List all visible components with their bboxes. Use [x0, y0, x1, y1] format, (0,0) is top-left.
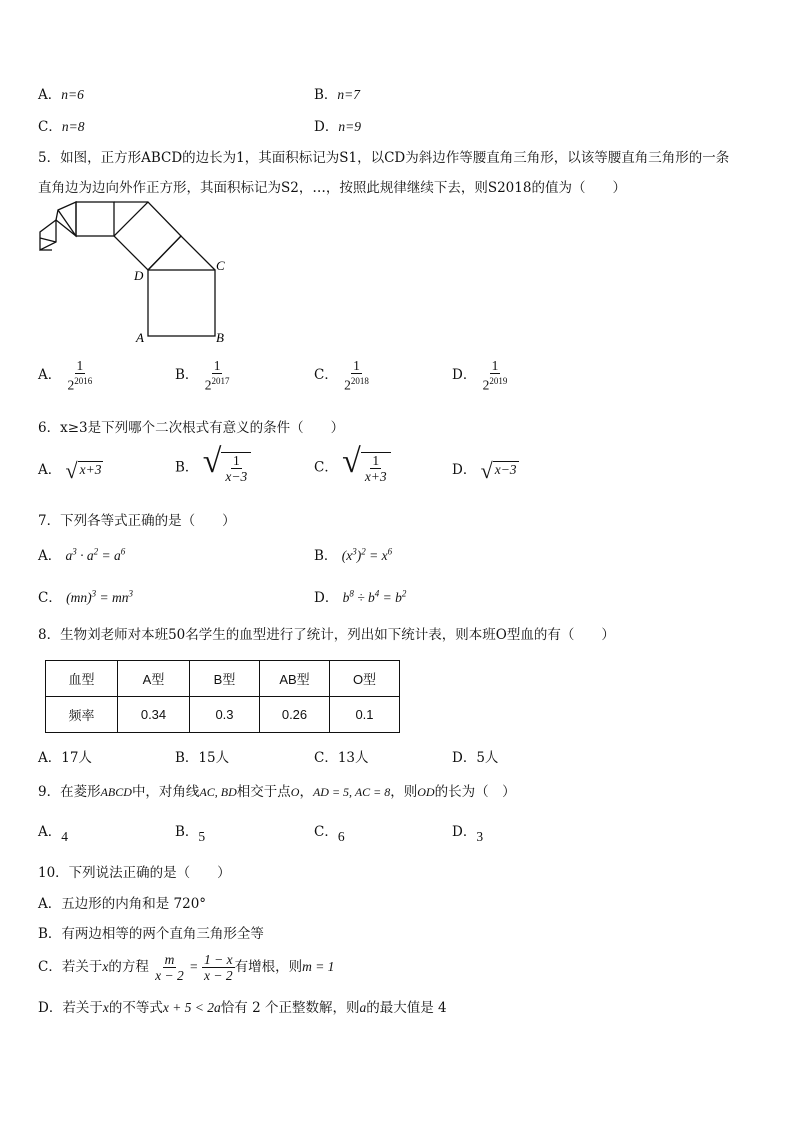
- math: m = 1: [302, 959, 335, 974]
- option-text: 3: [476, 829, 484, 844]
- q5-option-b: [175, 358, 231, 393]
- q8-option-a: [38, 746, 92, 766]
- q8-stem: 8．生物刘老师对本班50名学生的血型进行了统计，列出如下统计表，则本班O型血的有（ ）: [38, 627, 615, 643]
- label-d: D: [134, 268, 144, 283]
- square-s5: [40, 220, 56, 250]
- text: C．若关于: [38, 959, 103, 975]
- q6-option-a: [38, 458, 103, 481]
- option-label: B．: [175, 750, 199, 766]
- option-text: n=8: [61, 119, 85, 134]
- q5-square-figure: [36, 198, 236, 348]
- option-label: C．: [314, 824, 338, 840]
- q6-option-d: [452, 458, 519, 481]
- fraction: [203, 358, 232, 393]
- option-label: B．: [314, 548, 338, 564]
- text: 恰有 2 个正整数解，则: [220, 1000, 360, 1016]
- option-label: A．: [38, 366, 62, 383]
- option-label: A．: [38, 750, 62, 766]
- q5-option-a: [38, 358, 94, 393]
- table-cell: 血型: [46, 661, 118, 697]
- numerator: 1: [372, 453, 380, 468]
- fraction: $\frac{1 - x}{x - 2}$: [203, 952, 233, 983]
- fraction: $\frac{m}{x - 2}$: [155, 952, 184, 983]
- q4-option-c: [38, 115, 84, 135]
- q9-option-a: [38, 820, 68, 844]
- fraction: [223, 453, 249, 484]
- q7-option-c: [38, 586, 133, 606]
- math: ABCD: [100, 785, 132, 799]
- square-abcd: [148, 270, 215, 336]
- fraction: [66, 358, 95, 393]
- option-label: C．: [314, 750, 338, 766]
- option-label: D．: [314, 119, 339, 135]
- q4-option-b: [314, 83, 360, 103]
- option-text: 5人: [476, 750, 499, 766]
- option-label: D．: [314, 590, 339, 606]
- text: 的长为（ ）: [434, 784, 516, 800]
- option-text: 4: [61, 829, 68, 844]
- option-label: D．: [452, 824, 477, 840]
- option-text: n=9: [338, 119, 361, 134]
- option-text: 15人: [198, 750, 230, 766]
- denominator: x−3: [225, 469, 248, 484]
- q10-stem: 10．下列说法正确的是（ ）: [38, 865, 231, 881]
- q10-option-c: C．若关于x的方程 $\frac{m}{x - 2}$ = $\frac{1 - x}{x - 2}$ 有增根，则m = 1: [38, 952, 335, 983]
- table-cell: AB型: [260, 661, 330, 697]
- radical: √ $\frac{1}{x-3}$: [203, 452, 252, 484]
- q7-option-a: [38, 544, 125, 564]
- text: 的方程: [108, 959, 149, 975]
- denominator: x+3: [364, 469, 387, 484]
- text: 9．在菱形: [38, 784, 101, 800]
- radicand: x−3: [493, 461, 519, 481]
- base: 2: [344, 377, 351, 393]
- q8-option-c: [314, 746, 369, 766]
- exponent: 2016: [74, 376, 93, 386]
- text: ，: [299, 784, 313, 800]
- q7-stem: 7．下列各等式正确的是（ ）: [38, 513, 236, 529]
- math: a: [359, 1000, 367, 1015]
- math: x: [102, 959, 109, 974]
- table-cell: A型: [118, 661, 190, 697]
- table-row: [46, 661, 400, 697]
- q10-option-b: B．有两边相等的两个直角三角形全等: [38, 926, 264, 942]
- formula: $a^3 \cdot a^2 = a^6$: [65, 546, 126, 563]
- triangle-cd: [148, 236, 215, 270]
- q9-option-d: [452, 820, 484, 844]
- q5-option-c: [314, 358, 371, 393]
- fraction: [342, 358, 371, 393]
- option-label: C．: [38, 590, 62, 606]
- text: 中，对角线: [131, 784, 200, 800]
- formula: $(x^3)^2 = x^6$: [341, 546, 393, 563]
- table-cell: O型: [330, 661, 400, 697]
- base: 2: [482, 377, 490, 393]
- formula: $(mn)^3 = mn^3$: [66, 588, 133, 605]
- q6-stem: 6．x≥3是下列哪个二次根式有意义的条件（ ）: [38, 420, 345, 436]
- option-text: 13人: [337, 750, 369, 766]
- option-label: A．: [38, 462, 62, 478]
- exponent: 2018: [350, 376, 369, 386]
- table-cell: 0.26: [260, 697, 330, 733]
- option-label: A．: [38, 87, 62, 103]
- math: AD = 5, AC = 8: [312, 785, 391, 799]
- q10-option-d: [38, 996, 447, 1016]
- square-s2: [114, 202, 181, 270]
- base: 2: [67, 377, 75, 393]
- q5-stem-line1: 5．如图，正方形ABCD的边长为1，其面积标记为S1，以CD为斜边作等腰直角三角形，以该等腰直角三角形的一条: [38, 150, 730, 166]
- option-label: D．: [452, 750, 477, 766]
- q5-option-d: [452, 358, 509, 393]
- option-label: C．: [314, 459, 338, 476]
- q7-option-d: [314, 586, 406, 606]
- exponent: 2019: [489, 376, 508, 386]
- fraction: [481, 358, 510, 393]
- option-label: B．: [175, 366, 199, 383]
- radical: √ $\frac{1}{x+3}$: [342, 452, 391, 484]
- math: O: [290, 785, 300, 799]
- text: 有增根，则: [234, 959, 303, 975]
- table-cell: 频率: [46, 697, 118, 733]
- text: D．若关于: [38, 1000, 103, 1016]
- numerator: 1: [76, 358, 84, 373]
- table-row: [46, 697, 400, 733]
- option-label: C．: [38, 119, 62, 135]
- q5-stem-line2: 直角边为边向外作正方形，其面积标记为S2，…，按照此规律继续下去，则S2018的值为（ ）: [38, 180, 626, 196]
- option-text: n=7: [337, 87, 361, 102]
- label-a: A: [136, 330, 144, 345]
- q9-stem: [38, 780, 516, 800]
- math: x: [102, 1000, 109, 1015]
- option-label: D．: [452, 366, 477, 383]
- numerator: 1: [213, 358, 221, 373]
- exponent: 2017: [211, 376, 230, 386]
- text: 相交于点: [236, 784, 291, 800]
- option-text: 17人: [61, 750, 92, 766]
- option-label: C．: [314, 366, 338, 383]
- text: ，则: [390, 784, 418, 800]
- q4-option-d: [314, 115, 361, 135]
- table-cell: B型: [190, 661, 260, 697]
- formula: $b^8 \div b^4 = b^2$: [342, 588, 407, 605]
- q6-option-b: [175, 443, 251, 484]
- square-s3: [76, 202, 114, 236]
- table-cell: 0.34: [118, 697, 190, 733]
- q9-option-c: [314, 820, 345, 844]
- q8-option-d: [452, 746, 498, 766]
- q9-option-b: [175, 820, 206, 844]
- option-label: B．: [175, 824, 199, 840]
- numerator: 1: [353, 358, 360, 373]
- q8-option-b: [175, 746, 229, 766]
- base: 2: [204, 377, 212, 393]
- fraction: [363, 453, 389, 484]
- q6-option-c: [314, 443, 391, 484]
- radical: √ x−3: [480, 457, 517, 483]
- option-text: n=6: [61, 87, 84, 102]
- table-cell: 0.3: [190, 697, 260, 733]
- text: 的最大值是 4: [366, 1000, 447, 1016]
- math: OD: [417, 785, 435, 799]
- option-label: B．: [175, 459, 199, 476]
- q4-option-a: [38, 83, 84, 103]
- label-b: B: [216, 330, 224, 345]
- radicand: x+3: [78, 461, 104, 481]
- math: x + 5 < 2a: [162, 1000, 221, 1015]
- option-label: A．: [38, 548, 62, 564]
- radical: √ x+3: [65, 457, 102, 483]
- numerator: 1: [232, 453, 240, 468]
- label-c: C: [216, 258, 225, 273]
- text: 的不等式: [108, 1000, 163, 1016]
- option-text: 6: [337, 829, 345, 844]
- option-label: D．: [452, 462, 477, 478]
- numerator: 1: [491, 358, 499, 373]
- math: AC, BD: [199, 785, 237, 799]
- table-cell: 0.1: [330, 697, 400, 733]
- q7-option-b: [314, 544, 392, 564]
- q10-option-a: A．五边形的内角和是 720°: [38, 896, 207, 912]
- option-label: A．: [38, 824, 62, 840]
- option-label: B．: [314, 87, 338, 103]
- option-text: 5: [198, 829, 206, 844]
- blood-type-table: [45, 660, 400, 733]
